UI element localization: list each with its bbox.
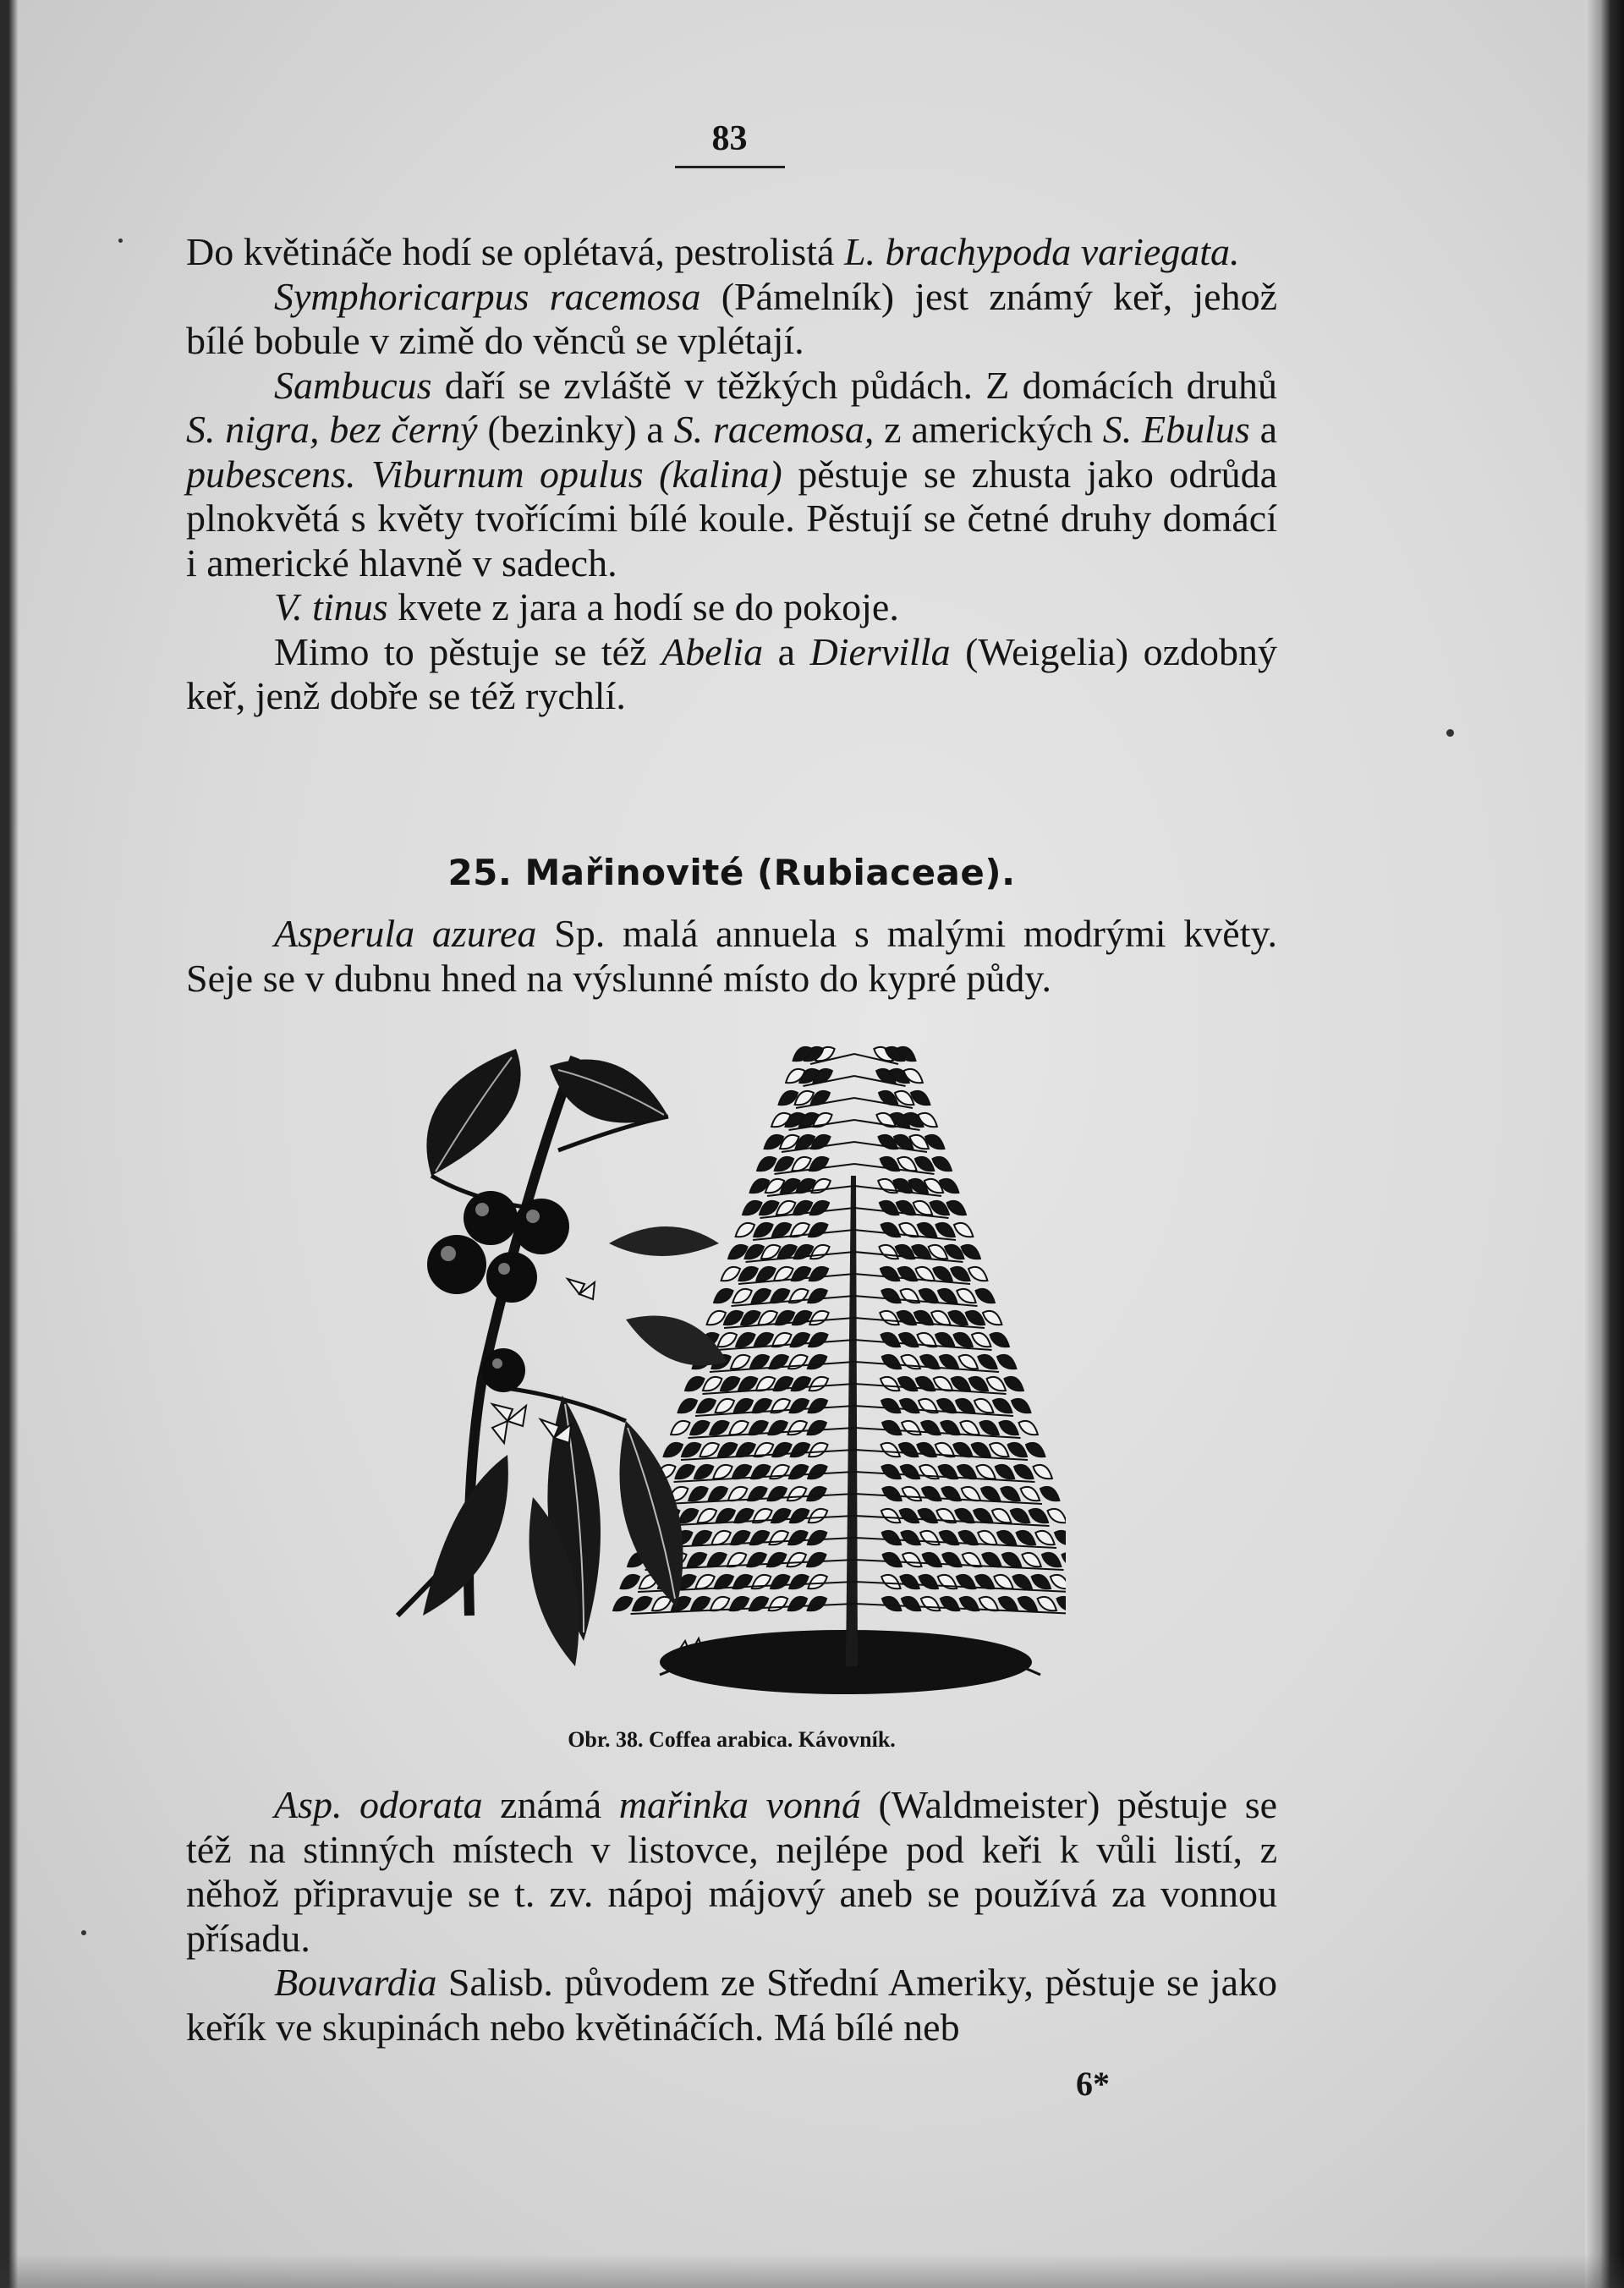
tree-leaf xyxy=(1014,1465,1033,1479)
tree-leaf xyxy=(897,1157,916,1171)
tree-leaf xyxy=(732,1289,751,1303)
tree-leaf xyxy=(997,1531,1016,1545)
tree-leaf xyxy=(969,1377,988,1391)
tree-leaf xyxy=(809,1443,827,1457)
tree-leaf xyxy=(974,1399,993,1413)
tree-leaf xyxy=(750,1355,769,1369)
tree-leaf xyxy=(997,1355,1016,1369)
tree-leaf xyxy=(902,1597,920,1610)
tree-leaf xyxy=(775,1157,793,1171)
figure-caption: Obr. 38. Coffea arabica. Kávovník. xyxy=(568,1727,896,1752)
tree-leaf xyxy=(808,1289,826,1303)
tree-leaf xyxy=(954,1333,973,1347)
tree-leaf xyxy=(903,1487,921,1501)
tree-leaf xyxy=(1011,1509,1029,1523)
page-edge-bottom xyxy=(0,2254,1624,2288)
tree-trunk xyxy=(846,1176,858,1666)
italic-term: Asp. odorata xyxy=(274,1783,483,1826)
tree-leaf xyxy=(948,1311,967,1325)
tree-leaf xyxy=(711,1531,730,1545)
text-run: (Waldmeister) pěstuje se též na stinných místech v listovce, nejlépe pod keři k vůli listí, z něhož připravuje se t. zv. nápoj májový aneb se používá za vonnou přísadu. xyxy=(186,1783,1278,1960)
tree-leaf xyxy=(952,1377,970,1391)
tree-leaf xyxy=(682,1443,700,1457)
coffee-cherry xyxy=(513,1199,569,1254)
tree-leaf xyxy=(752,1289,771,1303)
tree-leaf xyxy=(741,1311,760,1325)
tree-leaf xyxy=(1008,1443,1027,1457)
tree-leaf xyxy=(754,1333,773,1347)
tree-leaf xyxy=(1038,1597,1056,1610)
tree-leaf xyxy=(790,1509,809,1523)
tree-leaf xyxy=(956,1399,974,1413)
tree-leaf xyxy=(881,1509,900,1523)
paragraph xyxy=(186,912,1277,1001)
tree-leaf xyxy=(951,1267,969,1281)
tree-leaf xyxy=(979,1597,998,1610)
tree-leaf xyxy=(903,1553,921,1566)
tree-leaf xyxy=(880,1311,898,1325)
tree-leaf xyxy=(808,1355,826,1369)
tree-leaf xyxy=(935,1223,954,1237)
tree-leaf xyxy=(652,1597,671,1610)
tree-leaf xyxy=(933,1157,952,1171)
tree-leaf xyxy=(935,1333,954,1347)
tree-leaf xyxy=(994,1575,1012,1588)
tree-leaf xyxy=(976,1465,995,1479)
italic-term: pubescens. Viburnum opulus (kalina) xyxy=(186,452,782,496)
paragraph xyxy=(186,630,1277,719)
tree-leaf xyxy=(1040,1487,1059,1501)
tree-leaf xyxy=(979,1421,998,1435)
tree-leaf xyxy=(972,1333,990,1347)
tree-leaf xyxy=(721,1377,739,1391)
tree-leaf xyxy=(808,1465,826,1479)
tree-leaf xyxy=(881,1575,900,1588)
tree-leaf xyxy=(974,1509,992,1523)
tree-leaf xyxy=(807,1487,826,1501)
tree-leaf xyxy=(999,1421,1018,1435)
text-run: a xyxy=(763,629,810,673)
tree-leaf xyxy=(881,1333,900,1347)
tree-leaf xyxy=(978,1531,996,1545)
tree-leaf xyxy=(1018,1597,1037,1610)
tree-leaf xyxy=(736,1333,754,1347)
tree-leaf xyxy=(1029,1509,1048,1523)
page-edge-right xyxy=(1585,0,1624,2288)
tree-leaf xyxy=(919,1575,938,1588)
tree-leaf xyxy=(718,1333,737,1347)
tree-leaf xyxy=(788,1531,807,1545)
tree-leaf xyxy=(1051,1575,1066,1588)
tree-leaf xyxy=(808,1421,826,1435)
tree-leaf xyxy=(809,1377,828,1391)
tree-leaf xyxy=(691,1597,710,1610)
tree-leaf xyxy=(787,1487,806,1501)
tree-leaf xyxy=(921,1597,940,1610)
tree-leaf xyxy=(918,1223,936,1237)
tree-leaf xyxy=(718,1443,737,1457)
signature-mark: 6* xyxy=(1076,2065,1110,2103)
italic-term: Symphoricarpus racemosa xyxy=(274,274,701,318)
tree-leaf xyxy=(734,1399,753,1413)
tree-leaf xyxy=(1057,1597,1066,1610)
tree-leaf xyxy=(962,1245,980,1259)
text-run: Mimo to pěstuje se též xyxy=(274,629,661,673)
print-speck xyxy=(1446,729,1454,737)
tree-leaf xyxy=(1012,1575,1031,1588)
tree-leaf xyxy=(990,1443,1008,1457)
tree-leaf xyxy=(710,1421,728,1435)
tree-leaf xyxy=(809,1267,828,1281)
tree-leaf xyxy=(990,1333,1009,1347)
tree-leaf xyxy=(731,1355,749,1369)
tree-leaf xyxy=(690,1421,709,1435)
tree-leaf xyxy=(993,1399,1012,1413)
tree-leaf xyxy=(724,1311,743,1325)
tree-leaf xyxy=(901,1531,919,1545)
tree-leaf xyxy=(707,1311,726,1325)
tree-leaf xyxy=(983,1311,1001,1325)
tree-leaf xyxy=(694,1465,713,1479)
tree-leaf xyxy=(716,1509,735,1523)
tree-leaf xyxy=(714,1289,732,1303)
tree-leaf xyxy=(807,1553,826,1566)
tree-leaf xyxy=(808,1597,826,1610)
tree-leaf xyxy=(954,1223,973,1237)
tree-leaf xyxy=(938,1289,957,1303)
tree-leaf xyxy=(789,1465,808,1479)
tree-leaf xyxy=(1026,1443,1045,1457)
italic-term: S. nigra, xyxy=(186,408,320,451)
tree-leaf xyxy=(931,1311,950,1325)
text-block-top xyxy=(186,230,1277,719)
page-number: 83 xyxy=(711,119,748,158)
tree-leaf xyxy=(976,1289,995,1303)
tree-leaf xyxy=(981,1487,1000,1501)
tree-leaf xyxy=(900,1509,919,1523)
text-run xyxy=(319,408,329,451)
italic-term: Diervilla xyxy=(809,629,951,673)
tree-leaf xyxy=(882,1421,901,1435)
tree-leaf xyxy=(1055,1531,1066,1545)
tree-leaf xyxy=(713,1465,732,1479)
paragraph xyxy=(186,230,1277,275)
text-block-bottom xyxy=(186,1783,1277,2049)
paragraph xyxy=(186,275,1277,364)
tree-leaf xyxy=(732,1465,751,1479)
text-block-middle xyxy=(186,912,1277,1001)
tree-leaf xyxy=(959,1355,978,1369)
text-run: (bezinky) a xyxy=(477,408,674,451)
tree-leaf xyxy=(633,1597,651,1610)
tree-leaf xyxy=(900,1399,919,1413)
italic-term: V. tinus xyxy=(274,585,388,628)
tree-leaf xyxy=(809,1311,828,1325)
tree-leaf xyxy=(899,1443,918,1457)
tree-leaf xyxy=(771,1575,789,1588)
tree-leaf xyxy=(736,1223,754,1237)
tree-leaf xyxy=(1042,1553,1061,1566)
tree-leaf xyxy=(882,1597,901,1610)
tree-leaf xyxy=(787,1421,806,1435)
tree-leaf xyxy=(915,1157,934,1171)
tree-leaf xyxy=(968,1267,987,1281)
tree-leaf xyxy=(738,1267,757,1281)
tree-leaf xyxy=(808,1575,826,1588)
tree-leaf xyxy=(1019,1421,1038,1435)
tree-leaf xyxy=(792,1377,810,1391)
tree-leaf xyxy=(697,1399,716,1413)
coffee-cherry xyxy=(427,1235,486,1294)
tree-leaf xyxy=(953,1443,972,1457)
tree-leaf xyxy=(881,1377,899,1391)
coffee-cherry xyxy=(464,1191,518,1245)
tree-leaf xyxy=(709,1487,727,1501)
tree-leaf xyxy=(1022,1553,1040,1566)
tree-leaf xyxy=(978,1355,996,1369)
tree-leaf xyxy=(675,1465,694,1479)
coffee-cherry xyxy=(481,1348,525,1392)
tree-leaf xyxy=(1034,1465,1052,1479)
text-run: pěstuje se zhusta jako odrůda plnokvětá s květy tvořícími bílé koule. Pěstují se četné druhy domácí i americké hlavně v sadech. xyxy=(186,452,1277,584)
tree-leaf xyxy=(689,1487,707,1501)
page-edge-left xyxy=(0,0,19,2288)
text-run: (Pámelník) jest známý keř, jehož bílé bobule v zimě do věnců se vplétají. xyxy=(186,274,1277,362)
tree-leaf xyxy=(695,1575,714,1588)
tree-leaf xyxy=(999,1597,1018,1610)
tree-leaf xyxy=(789,1575,808,1588)
tree-leaf xyxy=(736,1443,754,1457)
tree-leaf xyxy=(992,1509,1011,1523)
italic-term: Abelia xyxy=(661,629,764,673)
italic-term: mařinka vonná xyxy=(618,1783,861,1826)
coffee-cherry xyxy=(486,1252,537,1303)
tree-leaf xyxy=(738,1377,757,1391)
tree-leaf xyxy=(769,1597,787,1610)
tree-leaf xyxy=(808,1531,826,1545)
tree-leaf xyxy=(975,1575,994,1588)
leaf xyxy=(550,1060,668,1123)
tree-leaf xyxy=(756,1267,775,1281)
tree-leaf xyxy=(809,1399,827,1413)
tree-leaf xyxy=(881,1465,900,1479)
tree-leaf xyxy=(754,1223,772,1237)
tree-leaf xyxy=(698,1509,716,1523)
tree-leaf xyxy=(721,1267,740,1281)
tree-leaf xyxy=(933,1267,952,1281)
text-run: Salisb. původem ze Střední Ameriky, pěstuje se jako keřík ve skupinách nebo květináčích. Má bílé neb xyxy=(186,1961,1277,2049)
text-run: a xyxy=(1249,408,1278,451)
tree-leaf xyxy=(1001,1487,1019,1501)
tree-leaf xyxy=(982,1553,1001,1566)
tree-leaf xyxy=(809,1333,827,1347)
tree-leaf xyxy=(758,1311,776,1325)
tree-leaf xyxy=(883,1553,902,1566)
tree-leaf xyxy=(728,1487,747,1501)
tree-leaf xyxy=(679,1509,698,1523)
tree-leaf xyxy=(1048,1509,1067,1523)
tree-leaf xyxy=(792,1157,810,1171)
text-run: daří se zvláště v těžkých půdách. Z domácích druhů xyxy=(431,363,1277,407)
text-run: (Weigelia) ozdobný keř, jenž dobře se též rychlí. xyxy=(186,629,1277,717)
tree-leaf xyxy=(671,1421,689,1435)
tree-leaf xyxy=(881,1289,900,1303)
tree-leaf xyxy=(788,1597,807,1610)
tree-leaf xyxy=(772,1223,791,1237)
tree-leaf xyxy=(787,1553,806,1566)
coffee-plant-illustration xyxy=(372,1023,1066,1709)
ground-mound xyxy=(660,1630,1032,1694)
tree-leaf xyxy=(1017,1531,1035,1545)
tree-leaf xyxy=(688,1553,706,1566)
tree-leaf xyxy=(664,1443,683,1457)
text-run: Do květináče hodí se oplétavá, pestrolistá xyxy=(186,230,844,273)
tree-leaf xyxy=(957,1289,975,1303)
print-speck xyxy=(118,239,123,243)
tree-leaf xyxy=(996,1465,1014,1479)
tree-leaf xyxy=(707,1553,726,1566)
text-run: Sp. malá annuela s malými modrými květy. Seje se v dubnu hned na výslunné místo do kypré půdy. xyxy=(186,912,1277,1000)
paragraph xyxy=(186,364,1277,586)
italic-term: S. Ebulus xyxy=(1102,408,1250,451)
tree-leaf xyxy=(881,1267,899,1281)
leaf xyxy=(609,1226,719,1256)
tree-leaf xyxy=(685,1377,704,1391)
tree-leaf xyxy=(710,1597,729,1610)
tree-leaf xyxy=(716,1399,734,1413)
tree-leaf xyxy=(1012,1399,1030,1413)
print-speck xyxy=(81,1930,86,1935)
tree-leaf xyxy=(881,1399,900,1413)
tree-leaf xyxy=(700,1443,718,1457)
tree-leaf xyxy=(791,1443,809,1457)
tree-leaf xyxy=(743,1201,761,1215)
italic-term: bez černý xyxy=(329,408,478,451)
italic-term: Sambucus xyxy=(274,363,432,407)
tree-leaf xyxy=(1035,1531,1054,1545)
text-run: kvete z jara a hodí se do pokoje. xyxy=(387,585,899,628)
tree-leaf xyxy=(1021,1487,1040,1501)
text-run: známá xyxy=(482,1783,619,1826)
tree-leaf xyxy=(1002,1553,1021,1566)
tree-leaf xyxy=(678,1399,697,1413)
tree-leaf xyxy=(693,1531,711,1545)
paragraph xyxy=(186,1783,1277,1961)
tree-leaf xyxy=(1005,1377,1023,1391)
italic-term: S. racemosa, xyxy=(673,408,875,451)
tree-leaf xyxy=(947,1201,966,1215)
tree-leaf xyxy=(957,1465,976,1479)
tree-leaf xyxy=(902,1421,920,1435)
tree-leaf xyxy=(882,1531,901,1545)
tree-leaf xyxy=(960,1421,979,1435)
italic-term: L. brachypoda variegata. xyxy=(843,230,1240,273)
tree-leaf xyxy=(962,1487,980,1501)
tree-leaf xyxy=(809,1509,827,1523)
tree-leaf xyxy=(881,1443,899,1457)
tree-leaf xyxy=(882,1355,901,1369)
section-heading: 25. Mařinovité (Rubiaceae). xyxy=(447,852,1016,893)
tree-leaf xyxy=(901,1465,919,1479)
tree-leaf xyxy=(966,1311,985,1325)
paragraph xyxy=(186,1961,1277,2049)
tree-leaf xyxy=(613,1597,632,1610)
tree-leaf xyxy=(703,1377,721,1391)
tree-leaf xyxy=(898,1377,917,1391)
tree-leaf xyxy=(972,1443,990,1457)
italic-term: Bouvardia xyxy=(274,1961,437,2004)
tree-leaf xyxy=(790,1399,809,1413)
tree-leaf xyxy=(728,1245,747,1259)
tree-leaf xyxy=(900,1575,919,1588)
text-run: z amerických xyxy=(874,408,1103,451)
tree-leaf xyxy=(621,1575,639,1588)
tree-leaf xyxy=(1032,1575,1051,1588)
tree-leaf xyxy=(715,1575,733,1588)
page-number-rule xyxy=(675,166,785,168)
tree-leaf xyxy=(757,1157,776,1171)
tree-leaf xyxy=(1062,1553,1067,1566)
paragraph xyxy=(186,585,1277,630)
tree-leaf xyxy=(987,1377,1006,1391)
italic-term: Asperula azurea xyxy=(274,912,537,955)
tree-leaf xyxy=(940,1355,958,1369)
tree-leaf xyxy=(729,1421,748,1435)
tree-leaf xyxy=(882,1487,901,1501)
